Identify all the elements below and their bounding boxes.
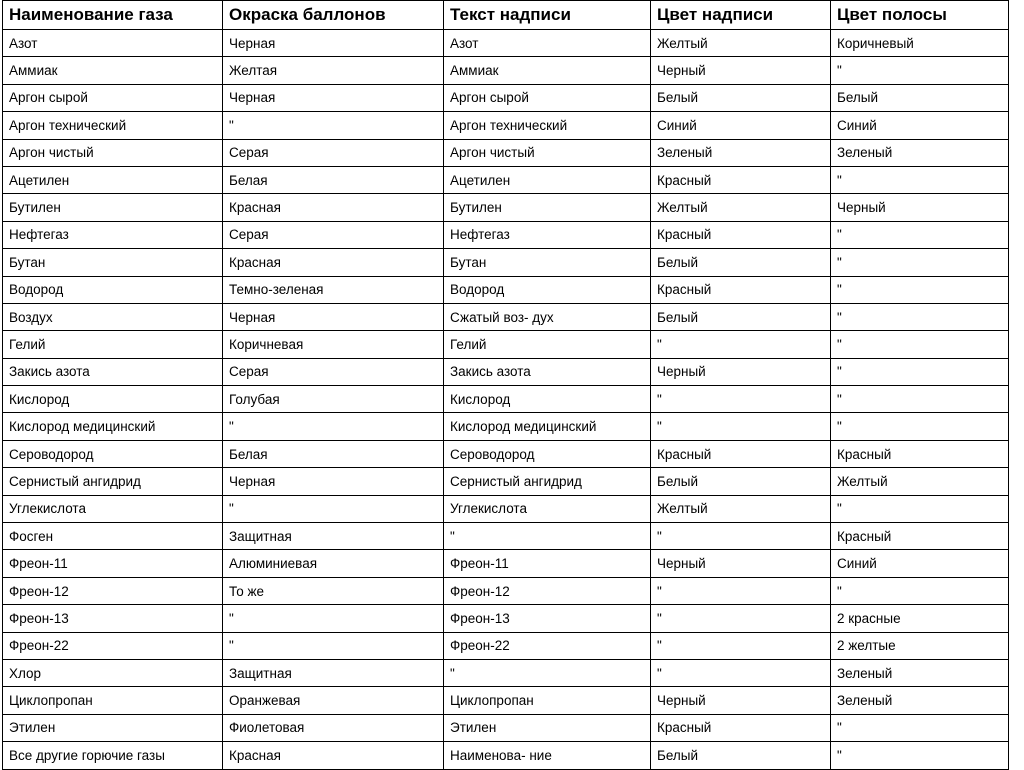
cell-inscription-color: Белый [651,84,831,111]
cell-stripe-color: " [831,495,1009,522]
cell-inscription-color: Красный [651,221,831,248]
cell-cylinder-paint: " [223,413,444,440]
cell-stripe-color: " [831,413,1009,440]
cell-gas-name: Аргон чистый [3,139,223,166]
gas-cylinder-color-table [2,0,1009,770]
cell-inscription-color: Черный [651,358,831,385]
cell-stripe-color: " [831,57,1009,84]
table-row [3,440,1009,467]
cell-gas-name: Ацетилен [3,166,223,193]
cell-inscription-text: Бутилен [444,194,651,221]
cell-inscription-color: " [651,577,831,604]
cell-inscription-color: Белый [651,249,831,276]
cell-inscription-text: Наименова- ние [444,742,651,769]
header-gas-name: Наименование газа [3,1,223,30]
table-row [3,358,1009,385]
cell-gas-name: Водород [3,276,223,303]
cell-cylinder-paint: Фиолетовая [223,714,444,741]
cell-inscription-text: Этилен [444,714,651,741]
cell-cylinder-paint: Серая [223,139,444,166]
cell-gas-name: Сернистый ангидрид [3,468,223,495]
cell-stripe-color: Белый [831,84,1009,111]
table-row [3,742,1009,769]
cell-inscription-text: Бутан [444,249,651,276]
cell-inscription-color: Желтый [651,30,831,57]
cell-gas-name: Бутан [3,249,223,276]
table-row [3,139,1009,166]
header-inscription-text: Текст надписи [444,1,651,30]
cell-inscription-color: " [651,413,831,440]
cell-gas-name: Азот [3,30,223,57]
cell-gas-name: Этилен [3,714,223,741]
cell-gas-name: Кислород медицинский [3,413,223,440]
cell-inscription-color: " [651,659,831,686]
cell-inscription-text: Аммиак [444,57,651,84]
cell-inscription-text: Аргон чистый [444,139,651,166]
header-row [3,1,1009,30]
cell-cylinder-paint: Оранжевая [223,687,444,714]
cell-stripe-color: Красный [831,440,1009,467]
cell-cylinder-paint: Черная [223,303,444,330]
cell-stripe-color: " [831,221,1009,248]
cell-inscription-color: Красный [651,276,831,303]
cell-stripe-color: " [831,276,1009,303]
table-row [3,577,1009,604]
cell-cylinder-paint: " [223,632,444,659]
table-row [3,413,1009,440]
table-row [3,221,1009,248]
cell-inscription-text: Фреон-11 [444,550,651,577]
table-row [3,249,1009,276]
cell-inscription-text: Сероводород [444,440,651,467]
cell-stripe-color: " [831,577,1009,604]
cell-gas-name: Закись азота [3,358,223,385]
cell-cylinder-paint: Темно-зеленая [223,276,444,303]
table-body [3,30,1009,770]
cell-stripe-color: Зеленый [831,687,1009,714]
table-row [3,194,1009,221]
cell-gas-name: Все другие горючие газы [3,742,223,769]
cell-cylinder-paint: Серая [223,221,444,248]
header-cylinder-paint: Окраска баллонов [223,1,444,30]
cell-stripe-color: " [831,358,1009,385]
cell-inscription-color: " [651,632,831,659]
table-row [3,303,1009,330]
cell-gas-name: Кислород [3,386,223,413]
cell-gas-name: Углекислота [3,495,223,522]
cell-cylinder-paint: " [223,605,444,632]
table-row [3,57,1009,84]
cell-inscription-color: Красный [651,166,831,193]
table-row [3,523,1009,550]
cell-inscription-color: Желтый [651,194,831,221]
cell-gas-name: Гелий [3,331,223,358]
cell-inscription-color: Белый [651,468,831,495]
cell-inscription-text: Ацетилен [444,166,651,193]
cell-inscription-color: Красный [651,714,831,741]
cell-inscription-text: Нефтегаз [444,221,651,248]
table-row [3,84,1009,111]
table-row [3,495,1009,522]
cell-gas-name: Фосген [3,523,223,550]
cell-stripe-color: " [831,249,1009,276]
table-row [3,714,1009,741]
cell-gas-name: Фреон-11 [3,550,223,577]
cell-stripe-color: Желтый [831,468,1009,495]
cell-stripe-color: " [831,742,1009,769]
cell-cylinder-paint: Желтая [223,57,444,84]
cell-stripe-color: " [831,166,1009,193]
cell-stripe-color: Синий [831,550,1009,577]
cell-stripe-color: Коричневый [831,30,1009,57]
cell-inscription-text: Углекислота [444,495,651,522]
cell-inscription-text: Аргон сырой [444,84,651,111]
cell-inscription-color: Красный [651,440,831,467]
cell-inscription-color: " [651,523,831,550]
cell-cylinder-paint: Голубая [223,386,444,413]
cell-gas-name: Фреон-13 [3,605,223,632]
cell-inscription-text: Закись азота [444,358,651,385]
cell-stripe-color: Зеленый [831,659,1009,686]
cell-inscription-text: Фреон-12 [444,577,651,604]
cell-cylinder-paint: Алюминиевая [223,550,444,577]
cell-cylinder-paint: Черная [223,468,444,495]
table-row [3,632,1009,659]
cell-inscription-color: " [651,386,831,413]
table-header [3,1,1009,30]
cell-gas-name: Аргон сырой [3,84,223,111]
cell-inscription-color: " [651,605,831,632]
table-row [3,331,1009,358]
cell-stripe-color: 2 желтые [831,632,1009,659]
table-row [3,468,1009,495]
header-inscription-color: Цвет надписи [651,1,831,30]
cell-gas-name: Аргон технический [3,112,223,139]
table-row [3,166,1009,193]
cell-stripe-color: " [831,303,1009,330]
cell-gas-name: Циклопропан [3,687,223,714]
cell-cylinder-paint: Защитная [223,659,444,686]
cell-inscription-color: " [651,331,831,358]
cell-cylinder-paint: Красная [223,249,444,276]
cell-gas-name: Сероводород [3,440,223,467]
cell-inscription-color: Белый [651,303,831,330]
cell-inscription-text: " [444,659,651,686]
table-row [3,276,1009,303]
cell-inscription-color: Черный [651,550,831,577]
cell-inscription-text: Сжатый воз- дух [444,303,651,330]
cell-cylinder-paint: Черная [223,30,444,57]
cell-cylinder-paint: Белая [223,440,444,467]
table-row [3,659,1009,686]
table-row [3,30,1009,57]
cell-inscription-color: Желтый [651,495,831,522]
cell-inscription-text: Аргон технический [444,112,651,139]
cell-gas-name: Аммиак [3,57,223,84]
cell-gas-name: Фреон-22 [3,632,223,659]
cell-stripe-color: Черный [831,194,1009,221]
cell-inscription-text: Циклопропан [444,687,651,714]
cell-inscription-color: Синий [651,112,831,139]
table-row [3,550,1009,577]
cell-inscription-text: " [444,523,651,550]
cell-gas-name: Воздух [3,303,223,330]
cell-cylinder-paint: Коричневая [223,331,444,358]
cell-cylinder-paint: Красная [223,194,444,221]
cell-cylinder-paint: Защитная [223,523,444,550]
cell-inscription-color: Черный [651,687,831,714]
cell-cylinder-paint: Красная [223,742,444,769]
cell-gas-name: Нефтегаз [3,221,223,248]
cell-cylinder-paint: То же [223,577,444,604]
cell-stripe-color: Синий [831,112,1009,139]
table-row [3,386,1009,413]
header-stripe-color: Цвет полосы [831,1,1009,30]
cell-cylinder-paint: " [223,495,444,522]
table-row [3,605,1009,632]
cell-cylinder-paint: Серая [223,358,444,385]
cell-stripe-color: " [831,386,1009,413]
cell-inscription-color: Черный [651,57,831,84]
cell-stripe-color: " [831,331,1009,358]
cell-inscription-text: Фреон-22 [444,632,651,659]
cell-cylinder-paint: " [223,112,444,139]
cell-cylinder-paint: Белая [223,166,444,193]
cell-inscription-color: Зеленый [651,139,831,166]
cell-inscription-text: Фреон-13 [444,605,651,632]
cell-stripe-color: " [831,714,1009,741]
cell-inscription-color: Белый [651,742,831,769]
cell-gas-name: Хлор [3,659,223,686]
cell-cylinder-paint: Черная [223,84,444,111]
cell-inscription-text: Сернистый ангидрид [444,468,651,495]
cell-inscription-text: Гелий [444,331,651,358]
cell-gas-name: Фреон-12 [3,577,223,604]
cell-stripe-color: Красный [831,523,1009,550]
cell-stripe-color: 2 красные [831,605,1009,632]
cell-inscription-text: Азот [444,30,651,57]
cell-stripe-color: Зеленый [831,139,1009,166]
cell-gas-name: Бутилен [3,194,223,221]
table-row [3,687,1009,714]
table-row [3,112,1009,139]
cell-inscription-text: Кислород [444,386,651,413]
cell-inscription-text: Водород [444,276,651,303]
cell-inscription-text: Кислород медицинский [444,413,651,440]
